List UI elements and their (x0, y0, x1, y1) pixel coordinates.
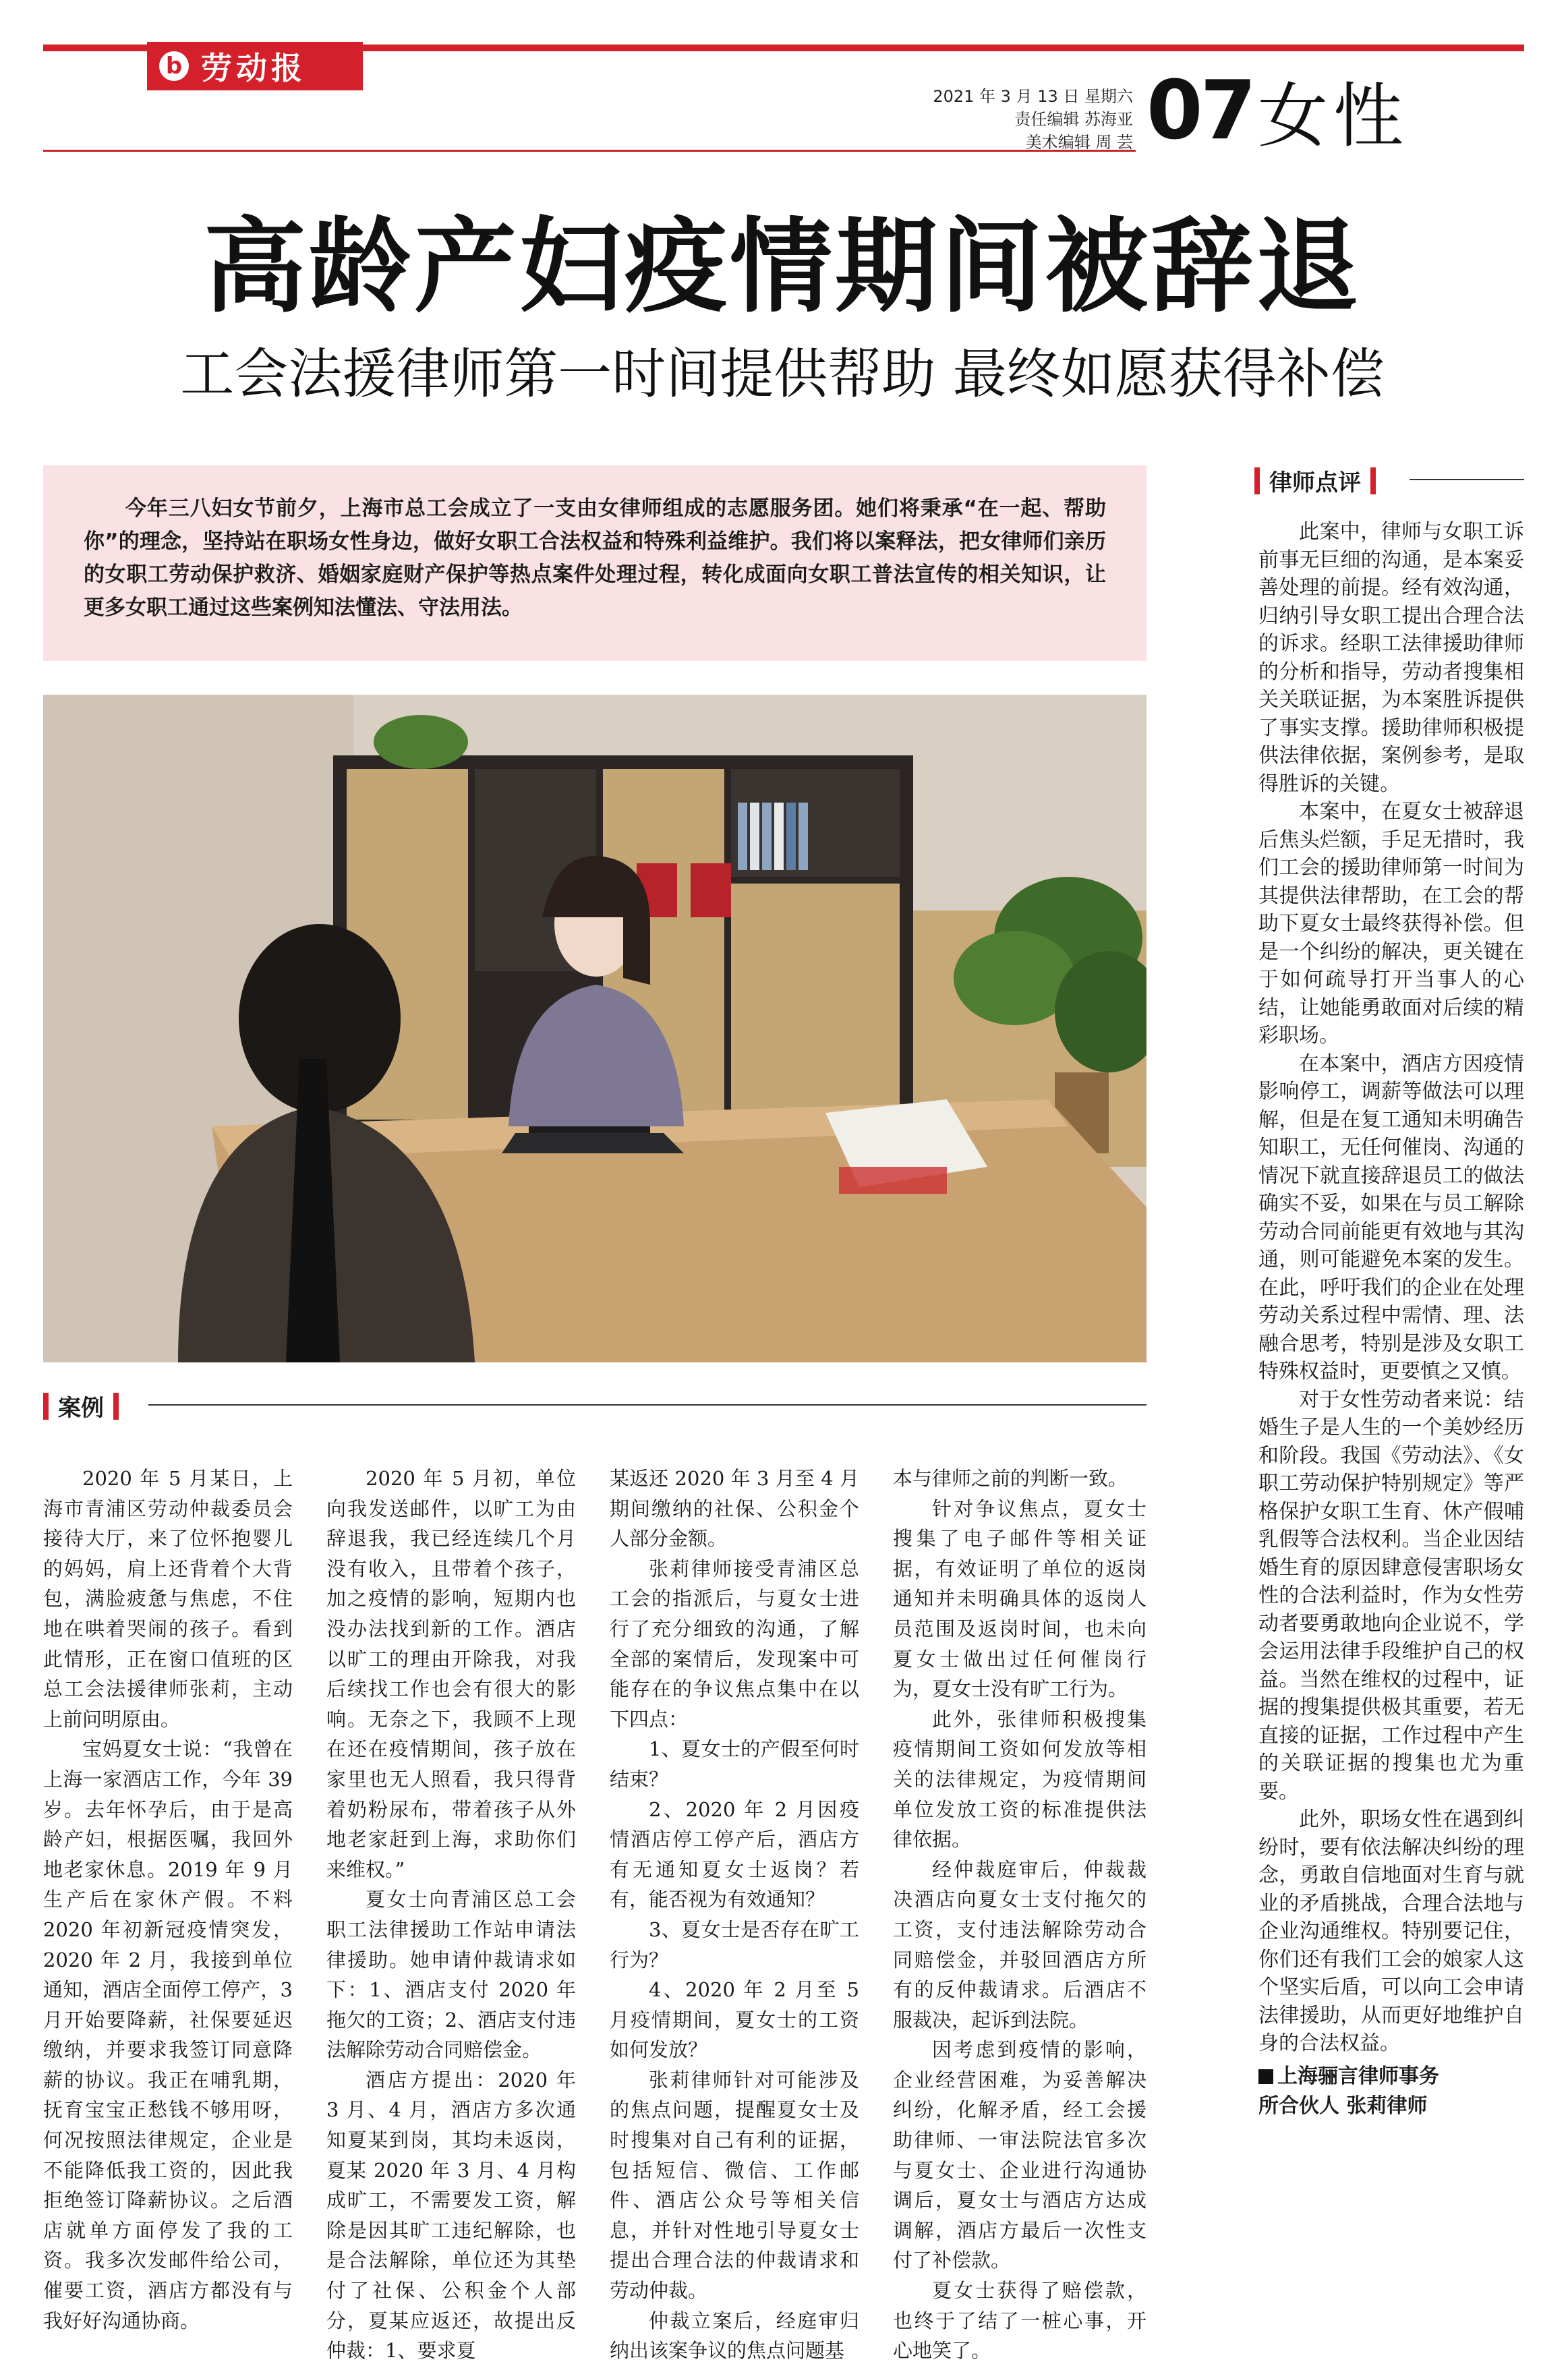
body-column-3 (610, 1464, 859, 2366)
author-signoff (1258, 2062, 1524, 2121)
responsible-editor: 责任编辑 苏海亚 (1014, 110, 1133, 129)
page-number: 07 (1146, 64, 1254, 158)
lawyer-comment-tag (1254, 464, 1376, 497)
paragraph: 酒店方提出：2020 年 3 月、4 月，酒店方多次通知夏某到岗，其均未返岗，夏某 2020 年 3 月、4 月构成旷工，不需要发工资，解除是因其旷工违纪解除，也是合法解除，单位还为其垫付了社保、公积金个人部分，夏某应返还，故提出反仲裁：1、要求夏 (326, 2068, 576, 2363)
sidebar-comment (1258, 518, 1524, 2121)
paragraph: 1、夏女士的产假至何时结束？ (610, 1737, 859, 1791)
masthead-logo (147, 42, 363, 90)
issue-date: 2021 年 3 月 13 日 星期六 (933, 87, 1133, 106)
office-scene-illustration (43, 695, 1146, 1362)
section-name: 女性 (1258, 75, 1410, 157)
comment-paragraph: 此案中，律师与女职工诉前事无巨细的沟通，是本案妥善处理的前提。经有效沟通，归纳引导女职工提出合理合法的诉求。经职工法律援助律师的分析和指导，劳动者搜集相关关联证据，为本案胜诉提供了事实支撑。援助律师积极提供法律依据，案例参考，是取得胜诉的关键。 (1258, 520, 1524, 796)
paragraph: 2020 年 5 月某日，上海市青浦区劳动仲裁委员会接待大厅，来了位怀抱婴儿的妈妈，肩上还背着个大背包，满脸疲惫与焦虑，不住地在哄着哭闹的孩子。看到此情形，正在窗口值班的区总工会法援律师张莉，主动上前问明原由。 (43, 1467, 293, 1731)
tag-bar-right (1370, 467, 1376, 494)
paragraph: 针对争议焦点，夏女士搜集了电子邮件等相关证据，有效证明了单位的返岗通知并未明确具体的返岗人员范围及返岗时间，也未向夏女士做出过任何催岗行为，夏女士没有旷工行为。 (893, 1497, 1146, 1701)
case-section-tag (43, 1389, 119, 1422)
body-column-4 (893, 1464, 1146, 2366)
logo-mark-icon: b (159, 51, 189, 81)
logo-text: 劳动报 (201, 50, 306, 86)
comment-paragraph: 在本案中，酒店方因疫情影响停工，调薪等做法可以理解，但是在复工通知未明确告知职工，无任何催岗、沟通的情况下就直接辞退员工的做法确实不妥，如果在与员工解除劳动合同前能更有效地与其沟通，则可能避免本案的发生。在此，呼吁我们的企业在处理劳动关系过程中需情、理、法融合思考，特别是涉及女职工特殊权益时，更要慎之又慎。 (1258, 1051, 1524, 1383)
body-column-1 (43, 1464, 293, 2336)
paragraph: 此外，张律师积极搜集疫情期间工资如何发放等相关的法律规定，为疫情期间单位发放工资的标准提供法律依据。 (893, 1707, 1146, 1851)
subheadline: 工会法援律师第一时间提供帮助 最终如愿获得补偿 (180, 343, 1385, 405)
paragraph: 宝妈夏女士说：“我曾在上海一家酒店工作，今年 39 岁。去年怀孕后，由于是高龄产妇，根据医嘱，我回外地老家休息。2019 年 9 月生产后在家休产假。不料 2020 年初新冠疫情突发，2020 年 2 月，我接到单位通知，酒店全面停工停产，3 月开始要降薪，社保要延迟缴纳，并要求我签订同意降薪的协议。我正在哺乳期，抚育宝宝正愁钱不够用呀，何况按照法律规定，企业是不能降低我工资的，因此我拒绝签订降薪协议。之后酒店就单方面停发了我的工资。我多次发邮件给公司，催要工资，酒店方都没有与我好好沟通协商。 (43, 1737, 293, 2332)
paragraph: 3、夏女士是否存在旷工行为？ (610, 1917, 859, 1971)
paragraph: 本与律师之前的判断一致。 (893, 1467, 1128, 1490)
paragraph: 张莉律师针对可能涉及的焦点问题，提醒夏女士及时搜集对自己有利的证据，包括短信、微信、工作邮件、酒店公众号等相关信息，并针对性地引导夏女士提出合理合法的仲裁请求和劳动仲裁。 (610, 2068, 859, 2303)
paragraph: 2、2020 年 2 月因疫情酒店停工停产后，酒店方有无通知夏女士返岗？若有，能否视为有效通知？ (610, 1797, 859, 1911)
sidebar-tag-rule (1410, 479, 1524, 480)
comment-paragraph: 对于女性劳动者来说：结婚生子是人生的一个美妙经历和阶段。我国《劳动法》、《女职工劳动保护特别规定》等严格保护女职工生育、休产假哺乳假等合法权利。当企业因结婚生育的原因肆意侵害职场女性的合法利益时，作为女性劳动者要勇敢地向企业说不，学会运用法律手段维护自己的权益。当然在维权的过程中，证据的搜集提供极其重要，若无直接的证据，工作过程中产生的关联证据的搜集也尤为重要。 (1258, 1387, 1524, 1804)
paragraph: 经仲裁庭审后，仲裁裁决酒店向夏女士支付拖欠的工资，支付违法解除劳动合同赔偿金，并驳回酒店方所有的反仲裁请求。后酒店不服裁决，起诉到法院。 (893, 1857, 1146, 2031)
tag-bar-right (113, 1393, 119, 1420)
paragraph: 2020 年 5 月初，单位向我发送邮件，以旷工为由辞退我，我已经连续几个月没有收入，且带着个孩子，加之疫情的影响，短期内也没办法找到新的工作。酒店以旷工的理由开除我，对我后续找工作也会有很大的影响。无奈之下，我顾不上现在还在疫情期间，孩子放在家里也无人照看，我只得背着奶粉尿布，带着孩子从外地老家赶到上海，求助你们来维权。” (326, 1467, 576, 1881)
tag-bar-left (43, 1393, 49, 1420)
case-tag-rule (148, 1404, 1146, 1406)
case-tag-label: 案例 (58, 1395, 104, 1422)
paragraph: 因考虑到疫情的影响，企业经营困难，为妥善解决纠纷，化解矛盾，经工会援助律师、一审法院法官多次与夏女士、企业进行沟通协调后，夏女士与酒店方达成调解，酒店方最后一次性支付了补偿款。 (893, 2038, 1146, 2272)
paragraph: 夏女士获得了赔偿款，也终于了结了一桩心事，开心地笑了。 (893, 2279, 1146, 2363)
author-firm: 上海骊言律师事务 (1277, 2064, 1439, 2088)
headline: 高龄产妇疫情期间被辞退 (204, 206, 1361, 326)
intro-box: 今年三八妇女节前夕，上海市总工会成立了一支由女律师组成的志愿服务团。她们将秉承“在一起、帮助你”的理念，坚持站在职场女性身边，做好女职工合法权益和特殊利益维护。我们将以案释法，把女律师们亲历的女职工劳动保护救济、婚姻家庭财产保护等热点案件处理过程，转化成面向女职工普法宣传的相关知识，让更多女职工通过这些案例知法懂法、守法用法。 (43, 465, 1146, 661)
author-name: 所合伙人 张莉律师 (1258, 2094, 1428, 2118)
paragraph: 张莉律师接受青浦区总工会的指派后，与夏女士进行了充分细致的沟通，了解全部的案情后，发现案中可能存在的争议焦点集中在以下四点： (610, 1557, 859, 1731)
paragraph: 4、2020 年 2 月至 5 月疫情期间，夏女士的工资如何发放？ (610, 1978, 859, 2062)
comment-paragraph: 本案中，在夏女士被辞退后焦头烂额，手足无措时，我们工会的援助律师第一时间为其提供法律帮助，在工会的帮助下夏女士最终获得补偿。但是一个纠纷的解决，更关键在于如何疏导打开当事人的心结，让她能勇敢面对后续的精彩职场。 (1258, 800, 1524, 1047)
art-editor: 美术编辑 周 芸 (1025, 133, 1133, 152)
tag-bar-left (1254, 467, 1260, 494)
paragraph: 某返还 2020 年 3 月至 4 月期间缴纳的社保、公积金个人部分金额。 (610, 1467, 859, 1551)
body-column-2 (326, 1464, 576, 2366)
comment-paragraph: 此外，职场女性在遇到纠纷时，要有依法解决纠纷的理念，勇敢自信地面对生育与就业的矛盾挑战，合理合法地与企业沟通维权。特别要记住，你们还有我们工会的娘家人这个坚实后盾，可以向工会申请法律援助，从而更好地维护自身的合法权益。 (1258, 1808, 1524, 2055)
article-photo (43, 695, 1146, 1362)
paragraph: 仲裁立案后，经庭审归纳出该案争议的焦点问题基 (610, 2309, 859, 2363)
issue-meta (877, 85, 1133, 154)
square-bullet-icon (1258, 2069, 1273, 2084)
lawyer-comment-label: 律师点评 (1269, 469, 1361, 496)
paragraph: 夏女士向青浦区总工会职工法律援助工作站申请法律援助。她申请仲裁请求如下：1、酒店支付 2020 年拖欠的工资；2、酒店支付违法解除劳动合同赔偿金。 (326, 1888, 576, 2062)
